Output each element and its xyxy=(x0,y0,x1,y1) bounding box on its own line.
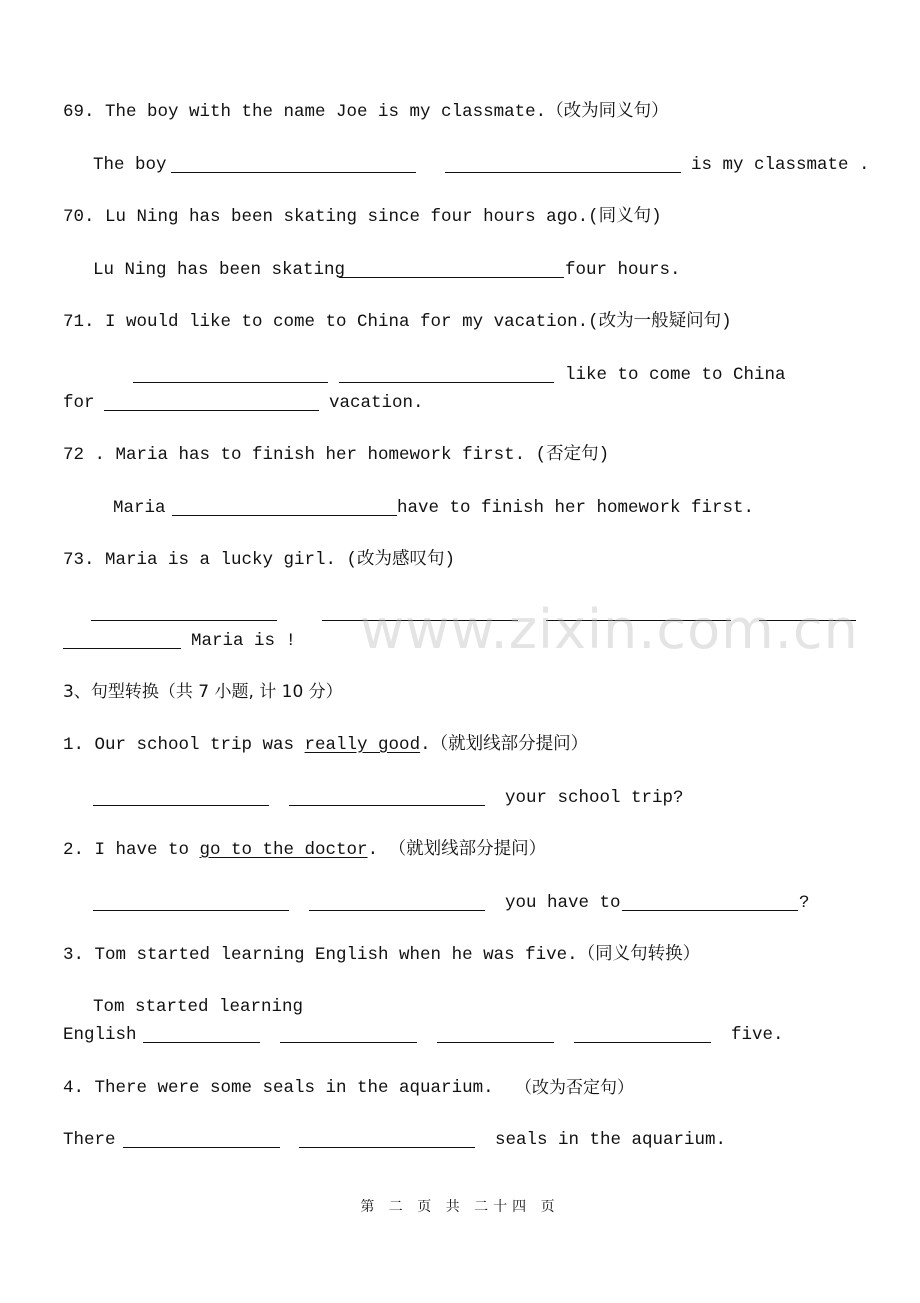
q73-blank-5[interactable] xyxy=(63,648,181,649)
s4-prompt: 4. There were some seals in the aquarium. xyxy=(63,1078,494,1098)
q69-blank-2[interactable] xyxy=(445,172,681,173)
q70-prompt: 70. Lu Ning has been skating since four hours ago.(同义句) xyxy=(63,207,662,227)
s3-blank-3[interactable] xyxy=(437,1042,554,1043)
s1-underlined-phrase: really good xyxy=(304,735,421,755)
section-heading: 3、句型转换（共 7 小题, 计 10 分） xyxy=(63,682,343,702)
s2-underlined-phrase: go to the doctor xyxy=(199,840,368,860)
q71-tail: like to come to China xyxy=(565,365,786,385)
q73-tail: Maria is ! xyxy=(191,631,297,651)
s2-mid: you have to xyxy=(505,893,621,913)
s1-blank-1[interactable] xyxy=(93,805,269,806)
s3-blank-1[interactable] xyxy=(143,1042,260,1043)
q71-line2-lead: for xyxy=(63,393,95,413)
s3-tail: five. xyxy=(731,1025,784,1045)
q73-blank-1[interactable] xyxy=(91,620,277,621)
q69-lead: The boy xyxy=(93,155,167,175)
s4-blank-2[interactable] xyxy=(299,1147,475,1148)
watermark: www.zixin.com.cn xyxy=(360,598,859,661)
s2-prompt xyxy=(63,839,546,861)
page-footer: 第 二 页 共 二十四 页 xyxy=(360,1199,560,1215)
s3-blank-2[interactable] xyxy=(280,1042,417,1043)
s1-prompt-end: .（就划线部分提问） xyxy=(420,735,589,755)
q70-lead: Lu Ning has been skating xyxy=(93,260,346,280)
s1-blank-2[interactable] xyxy=(289,805,485,806)
s2-prompt-end: . （就划线部分提问） xyxy=(367,840,547,860)
q72-tail: have to finish her homework first. xyxy=(397,498,755,518)
q70-tail: four hours. xyxy=(565,260,681,280)
q72-blank[interactable] xyxy=(172,515,397,516)
s2-blank-2[interactable] xyxy=(309,910,485,911)
q71-blank-3[interactable] xyxy=(104,410,319,411)
s4-blank-1[interactable] xyxy=(123,1147,280,1148)
q69-blank-1[interactable] xyxy=(171,172,416,173)
q69-prompt: 69. The boy with the name Joe is my classmate.（改为同义句） xyxy=(63,102,669,122)
q70-blank[interactable] xyxy=(339,277,564,278)
s4-lead: There xyxy=(63,1130,116,1150)
s4-note: （改为否定句） xyxy=(515,1078,634,1098)
s2-blank-3[interactable] xyxy=(622,910,798,911)
s3-line2-lead: English xyxy=(63,1025,137,1045)
q71-blank-2[interactable] xyxy=(339,382,554,383)
q69-tail: is my classmate . xyxy=(691,155,870,175)
q71-line2-tail: vacation. xyxy=(329,393,424,413)
q72-prompt: 72 . Maria has to finish her homework first. (否定句) xyxy=(63,445,610,465)
q72-lead: Maria xyxy=(113,498,166,518)
s1-tail: your school trip? xyxy=(505,788,684,808)
q71-blank-1[interactable] xyxy=(133,382,328,383)
s2-blank-1[interactable] xyxy=(93,910,289,911)
s3-lead: Tom started learning xyxy=(93,997,304,1017)
s2-end: ? xyxy=(799,893,810,913)
s3-blank-4[interactable] xyxy=(574,1042,711,1043)
s1-prompt-start: 1. Our school trip was xyxy=(63,735,305,755)
s3-prompt: 3. Tom started learning English when he was five.（同义句转换） xyxy=(63,945,701,965)
s2-prompt-start: 2. I have to xyxy=(63,840,200,860)
s1-prompt xyxy=(63,734,588,756)
s4-tail: seals in the aquarium. xyxy=(495,1130,727,1150)
q71-prompt: 71. I would like to come to China for my vacation.(改为一般疑问句) xyxy=(63,312,732,332)
q73-prompt: 73. Maria is a lucky girl. (改为感叹句) xyxy=(63,550,456,570)
